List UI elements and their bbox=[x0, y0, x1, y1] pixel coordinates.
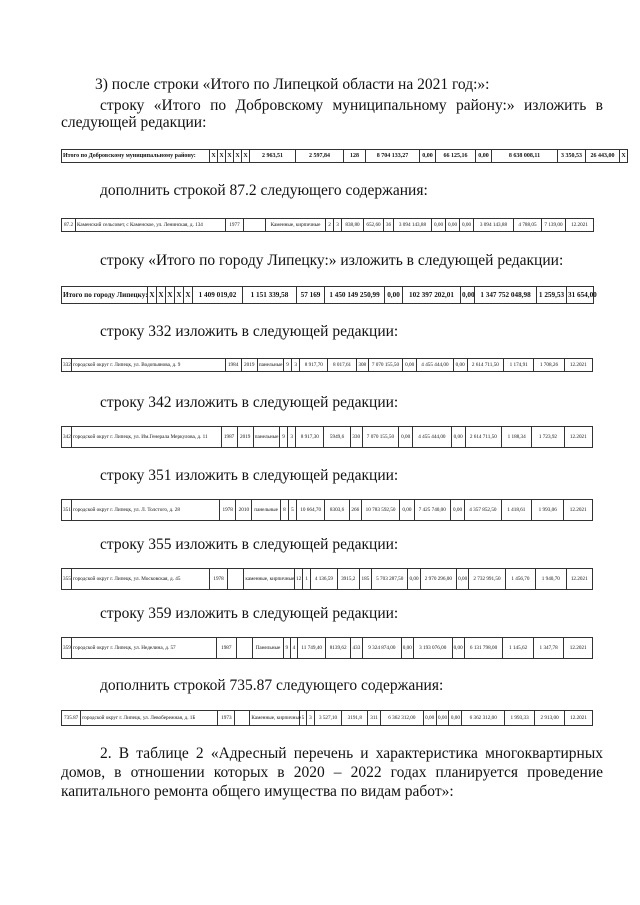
row-number: 351 bbox=[62, 500, 72, 521]
table-cell: 0,00 bbox=[451, 427, 465, 448]
table-cell: 8139,62 bbox=[326, 638, 350, 659]
table-cell: 0,00 bbox=[385, 287, 403, 304]
lipetsk-total-table bbox=[61, 286, 597, 304]
table-cell: панельные bbox=[253, 427, 279, 448]
table-cell: 0,00 bbox=[452, 638, 464, 659]
table-cell: Каменные, кирпичные bbox=[266, 219, 326, 232]
row-label: Итого по Добровскому муниципальному району: bbox=[62, 150, 210, 163]
table-cell: Панельные bbox=[253, 638, 284, 659]
table-cell: 1987 bbox=[221, 427, 237, 448]
table-cell: 8 bbox=[280, 500, 288, 521]
table-cell: 2019 bbox=[241, 359, 257, 372]
table-cell: 0,00 bbox=[457, 569, 469, 590]
table-cell: 8 017,61 bbox=[328, 359, 356, 372]
table-cell: 8 704 133,27 bbox=[366, 150, 420, 163]
table-cell: 57 169 bbox=[297, 287, 325, 304]
address-cell: городской округ г. Липецк, ул. Московская, д. 45 bbox=[72, 569, 210, 590]
table-cell: 0,00 bbox=[408, 569, 420, 590]
row-number: 332 bbox=[62, 359, 72, 372]
table-cell: 3 bbox=[292, 359, 300, 372]
table-cell: 0,00 bbox=[436, 711, 449, 726]
table-cell: 6 131 798,00 bbox=[464, 638, 503, 659]
table-cell: 2 970 296,00 bbox=[420, 569, 456, 590]
table-cell: 4 357 852,50 bbox=[465, 500, 501, 521]
row-351-table bbox=[61, 499, 593, 521]
table-row bbox=[62, 569, 593, 590]
table-cell: 0,00 bbox=[461, 287, 475, 304]
item2-paragraph-line1: 2. В таблице 2 «Адресный перечень и характеристика многоквартирных bbox=[100, 745, 603, 762]
address-cell: городской округ г. Липецк, ул. Л. Толстого, д. 28 bbox=[72, 500, 220, 521]
table-cell: X bbox=[234, 150, 242, 163]
table-cell: 0,00 bbox=[399, 427, 413, 448]
table-row bbox=[62, 500, 593, 521]
table-cell: 2 bbox=[326, 219, 334, 232]
table-cell: 1 708,26 bbox=[534, 359, 564, 372]
table-cell: 8 638 008,11 bbox=[492, 150, 558, 163]
table-cell: X bbox=[242, 150, 250, 163]
row-number: 342 bbox=[62, 427, 72, 448]
table-cell: 1978 bbox=[220, 500, 236, 521]
table-cell: 4 455 444,00 bbox=[417, 359, 453, 372]
row-359-instruction: строку 359 изложить в следующей редакции: bbox=[100, 605, 399, 622]
row-label: Итого по городу Липецку: bbox=[62, 287, 148, 304]
table-cell: 1977 bbox=[226, 219, 244, 232]
table-cell: 1 409 019,02 bbox=[193, 287, 243, 304]
table-row bbox=[62, 711, 593, 726]
table-cell: 128 bbox=[344, 150, 366, 163]
table-cell: 12.2021 bbox=[565, 711, 593, 726]
table-cell: 3 094 143,88 bbox=[474, 219, 514, 232]
row-87-2-table bbox=[61, 218, 594, 232]
table-cell: каменные, кирпичные bbox=[244, 569, 295, 590]
table-cell: 0,00 bbox=[446, 219, 460, 232]
table-cell: 0,00 bbox=[476, 150, 492, 163]
table-cell: 2 913,00 bbox=[535, 711, 565, 726]
table-cell: 12.2021 bbox=[564, 638, 593, 659]
table-cell: 5 703 287,50 bbox=[372, 569, 408, 590]
table-cell: 5 bbox=[288, 500, 296, 521]
table-cell: 266 bbox=[349, 500, 361, 521]
table-cell: 12.2021 bbox=[566, 219, 594, 232]
table-cell: 6 362 312,00 bbox=[462, 711, 505, 726]
table-cell: 4 455 444,00 bbox=[413, 427, 451, 448]
table-cell: X bbox=[620, 150, 628, 163]
table-cell: 102 397 202,01 bbox=[403, 287, 461, 304]
table-cell: 1 347 752 048,98 bbox=[475, 287, 537, 304]
table-cell: 0,00 bbox=[423, 711, 436, 726]
table-row bbox=[62, 427, 593, 448]
table-cell: 1 450 149 250,99 bbox=[325, 287, 385, 304]
table-cell: 0,00 bbox=[460, 219, 474, 232]
table-cell: 2010 bbox=[236, 500, 252, 521]
row-332-instruction: строку 332 изложить в следующей редакции: bbox=[100, 323, 399, 340]
row-342-instruction: строку 342 изложить в следующей редакции: bbox=[100, 394, 399, 411]
table-cell: 1 188,34 bbox=[502, 427, 532, 448]
dobrovsky-instruction-cont: следующей редакции: bbox=[61, 114, 207, 131]
row-number: 355 bbox=[62, 569, 72, 590]
table-cell: 1 bbox=[303, 569, 311, 590]
table-cell: панельные bbox=[257, 359, 283, 372]
table-cell: 9 bbox=[284, 359, 292, 372]
table-cell: 4 bbox=[290, 638, 297, 659]
table-cell: 1 723,92 bbox=[532, 427, 564, 448]
dobrovsky-instruction: строку «Итого по Добровскому муниципальному району:» изложить в bbox=[100, 97, 603, 114]
table-cell: 12.2021 bbox=[564, 359, 592, 372]
table-cell: 1 145,62 bbox=[503, 638, 534, 659]
table-cell bbox=[244, 219, 266, 232]
table-cell: 2 614 711,50 bbox=[465, 427, 501, 448]
table-cell: 4 136,59 bbox=[311, 569, 337, 590]
table-cell: 9 324 874,00 bbox=[363, 638, 402, 659]
table-cell: 6 362 312,00 bbox=[380, 711, 423, 726]
table-cell: 7 070 155,50 bbox=[368, 359, 402, 372]
address-cell: городской округ г. Липецк, ул. Неделина, д. 57 bbox=[72, 638, 216, 659]
table-cell: 330 bbox=[350, 427, 362, 448]
table-cell: 2 963,51 bbox=[250, 150, 296, 163]
table-cell: 3915,2 bbox=[337, 569, 359, 590]
add-row-735-87-instruction: дополнить строкой 735.87 следующего содержания: bbox=[100, 677, 444, 694]
table-cell: 12.2021 bbox=[564, 500, 593, 521]
row-342-table bbox=[61, 426, 593, 448]
table-cell: 8303,6 bbox=[325, 500, 349, 521]
table-cell: 4 788,05 bbox=[514, 219, 542, 232]
table-row bbox=[62, 219, 594, 232]
table-cell: 26 443,00 bbox=[586, 150, 620, 163]
table-cell bbox=[228, 569, 244, 590]
table-row bbox=[62, 359, 593, 372]
table-cell: X bbox=[175, 287, 184, 304]
table-cell: 12 bbox=[295, 569, 303, 590]
table-cell: 9 bbox=[283, 638, 290, 659]
table-cell: 838,80 bbox=[342, 219, 364, 232]
table-cell bbox=[235, 711, 250, 726]
table-cell: X bbox=[210, 150, 218, 163]
lipetsk-total-instruction: строку «Итого по городу Липецку:» изложить в следующей редакции: bbox=[100, 252, 564, 269]
table-cell: X bbox=[218, 150, 226, 163]
table-cell: 3 094 143,88 bbox=[394, 219, 432, 232]
table-cell: 0,00 bbox=[449, 711, 462, 726]
table-cell bbox=[236, 638, 252, 659]
table-cell: 3 bbox=[288, 427, 296, 448]
table-cell: 36 bbox=[384, 219, 394, 232]
table-cell: 0,00 bbox=[450, 500, 464, 521]
table-cell: 7 425 740,00 bbox=[414, 500, 450, 521]
table-cell: 0,00 bbox=[403, 359, 417, 372]
table-cell: 12.2021 bbox=[566, 569, 593, 590]
row-number: 87.2 bbox=[62, 219, 76, 232]
table-cell: 1 993,33 bbox=[505, 711, 535, 726]
table-cell: 433 bbox=[350, 638, 362, 659]
table-cell: 3191,8 bbox=[342, 711, 368, 726]
table-cell: 185 bbox=[359, 569, 371, 590]
table-cell: 0,00 bbox=[432, 219, 446, 232]
table-cell: 1978 bbox=[209, 569, 227, 590]
table-row bbox=[62, 287, 594, 304]
address-cell: Каменский сельсовет, с Каменское, ул. Ленинская, д. 134 bbox=[76, 219, 226, 232]
table-cell: 66 125,16 bbox=[436, 150, 476, 163]
row-355-instruction: строку 355 изложить в следующей редакции: bbox=[100, 536, 399, 553]
table-cell: 1 259,53 bbox=[537, 287, 567, 304]
item3-intro: 3) после строки «Итого по Липецкой области на 2021 год:»: bbox=[95, 76, 490, 93]
table-row bbox=[62, 150, 628, 163]
row-332-table bbox=[61, 358, 593, 372]
table-cell: 1973 bbox=[218, 711, 235, 726]
row-735-87-table bbox=[61, 710, 593, 726]
table-cell: 1 456,70 bbox=[505, 569, 535, 590]
address-cell: городской округ г. Липецк, ул. Им.Генерала Меркулова, д. 11 bbox=[72, 427, 221, 448]
table-cell: 8 917,30 bbox=[296, 427, 324, 448]
table-cell: 7 070 155,50 bbox=[362, 427, 398, 448]
table-cell: 652,60 bbox=[364, 219, 384, 232]
row-number: 735.87 bbox=[62, 711, 81, 726]
row-number: 359 bbox=[62, 638, 72, 659]
table-cell: 7 139,00 bbox=[542, 219, 566, 232]
table-cell: 2019 bbox=[237, 427, 253, 448]
table-cell: 308 bbox=[356, 359, 368, 372]
row-355-table bbox=[61, 568, 593, 590]
table-cell: 1 151 339,58 bbox=[243, 287, 297, 304]
row-359-table bbox=[61, 637, 593, 659]
table-cell: 3 bbox=[334, 219, 342, 232]
table-cell: Каменные, кирпичные bbox=[250, 711, 299, 726]
address-cell: городской округ г. Липецк, ул. Левобережная, д. 1Б bbox=[81, 711, 218, 726]
row-351-instruction: строку 351 изложить в следующей редакции: bbox=[100, 467, 399, 484]
table-row bbox=[62, 638, 593, 659]
item2-paragraph-line2: домов, в отношении которых в 2020 – 2022 годах планируется проведение bbox=[61, 764, 603, 781]
table-cell: 3 193 076,00 bbox=[413, 638, 452, 659]
table-cell: 31 654,00 bbox=[567, 287, 594, 304]
table-cell: 11 749,40 bbox=[297, 638, 325, 659]
table-cell: 0,00 bbox=[401, 638, 413, 659]
table-cell: 0,00 bbox=[420, 150, 436, 163]
table-cell: 311 bbox=[368, 711, 381, 726]
table-cell: панельные bbox=[252, 500, 280, 521]
table-cell: 1987 bbox=[216, 638, 236, 659]
table-cell: 1 993,06 bbox=[532, 500, 564, 521]
table-cell: X bbox=[184, 287, 193, 304]
table-cell: 10 783 592,50 bbox=[361, 500, 400, 521]
table-cell: X bbox=[148, 287, 157, 304]
address-cell: городской округ г. Липецк, ул. Водопьянова, д. 9 bbox=[72, 359, 225, 372]
table-cell: 10 664,70 bbox=[297, 500, 325, 521]
table-cell: 0,00 bbox=[400, 500, 414, 521]
table-cell: 3 527,10 bbox=[314, 711, 342, 726]
table-cell: 3 350,53 bbox=[558, 150, 586, 163]
table-cell: 2 597,84 bbox=[296, 150, 344, 163]
table-cell: 3 bbox=[307, 711, 314, 726]
dobrovsky-total-table bbox=[61, 149, 628, 163]
table-cell: X bbox=[157, 287, 166, 304]
table-cell: 0,00 bbox=[453, 359, 467, 372]
table-cell: 8 917,70 bbox=[300, 359, 328, 372]
table-cell: 2 614 711,50 bbox=[467, 359, 503, 372]
table-cell: 1 174,91 bbox=[504, 359, 534, 372]
table-cell: 2 732 991,50 bbox=[469, 569, 505, 590]
table-cell: 9 bbox=[280, 427, 288, 448]
add-row-87-2-instruction: дополнить строкой 87.2 следующего содержания: bbox=[100, 182, 428, 199]
table-cell: 5 bbox=[299, 711, 306, 726]
table-cell: 5949,6 bbox=[324, 427, 350, 448]
table-cell: 1 940,70 bbox=[536, 569, 566, 590]
table-cell: 1 347,78 bbox=[533, 638, 564, 659]
table-cell: 1 418,61 bbox=[501, 500, 531, 521]
table-cell: X bbox=[226, 150, 234, 163]
table-cell: 1984 bbox=[225, 359, 241, 372]
table-cell: X bbox=[166, 287, 175, 304]
table-cell: 12.2021 bbox=[564, 427, 592, 448]
item2-paragraph-line3: капитального ремонта общего имущества по видам работ»: bbox=[61, 783, 454, 800]
